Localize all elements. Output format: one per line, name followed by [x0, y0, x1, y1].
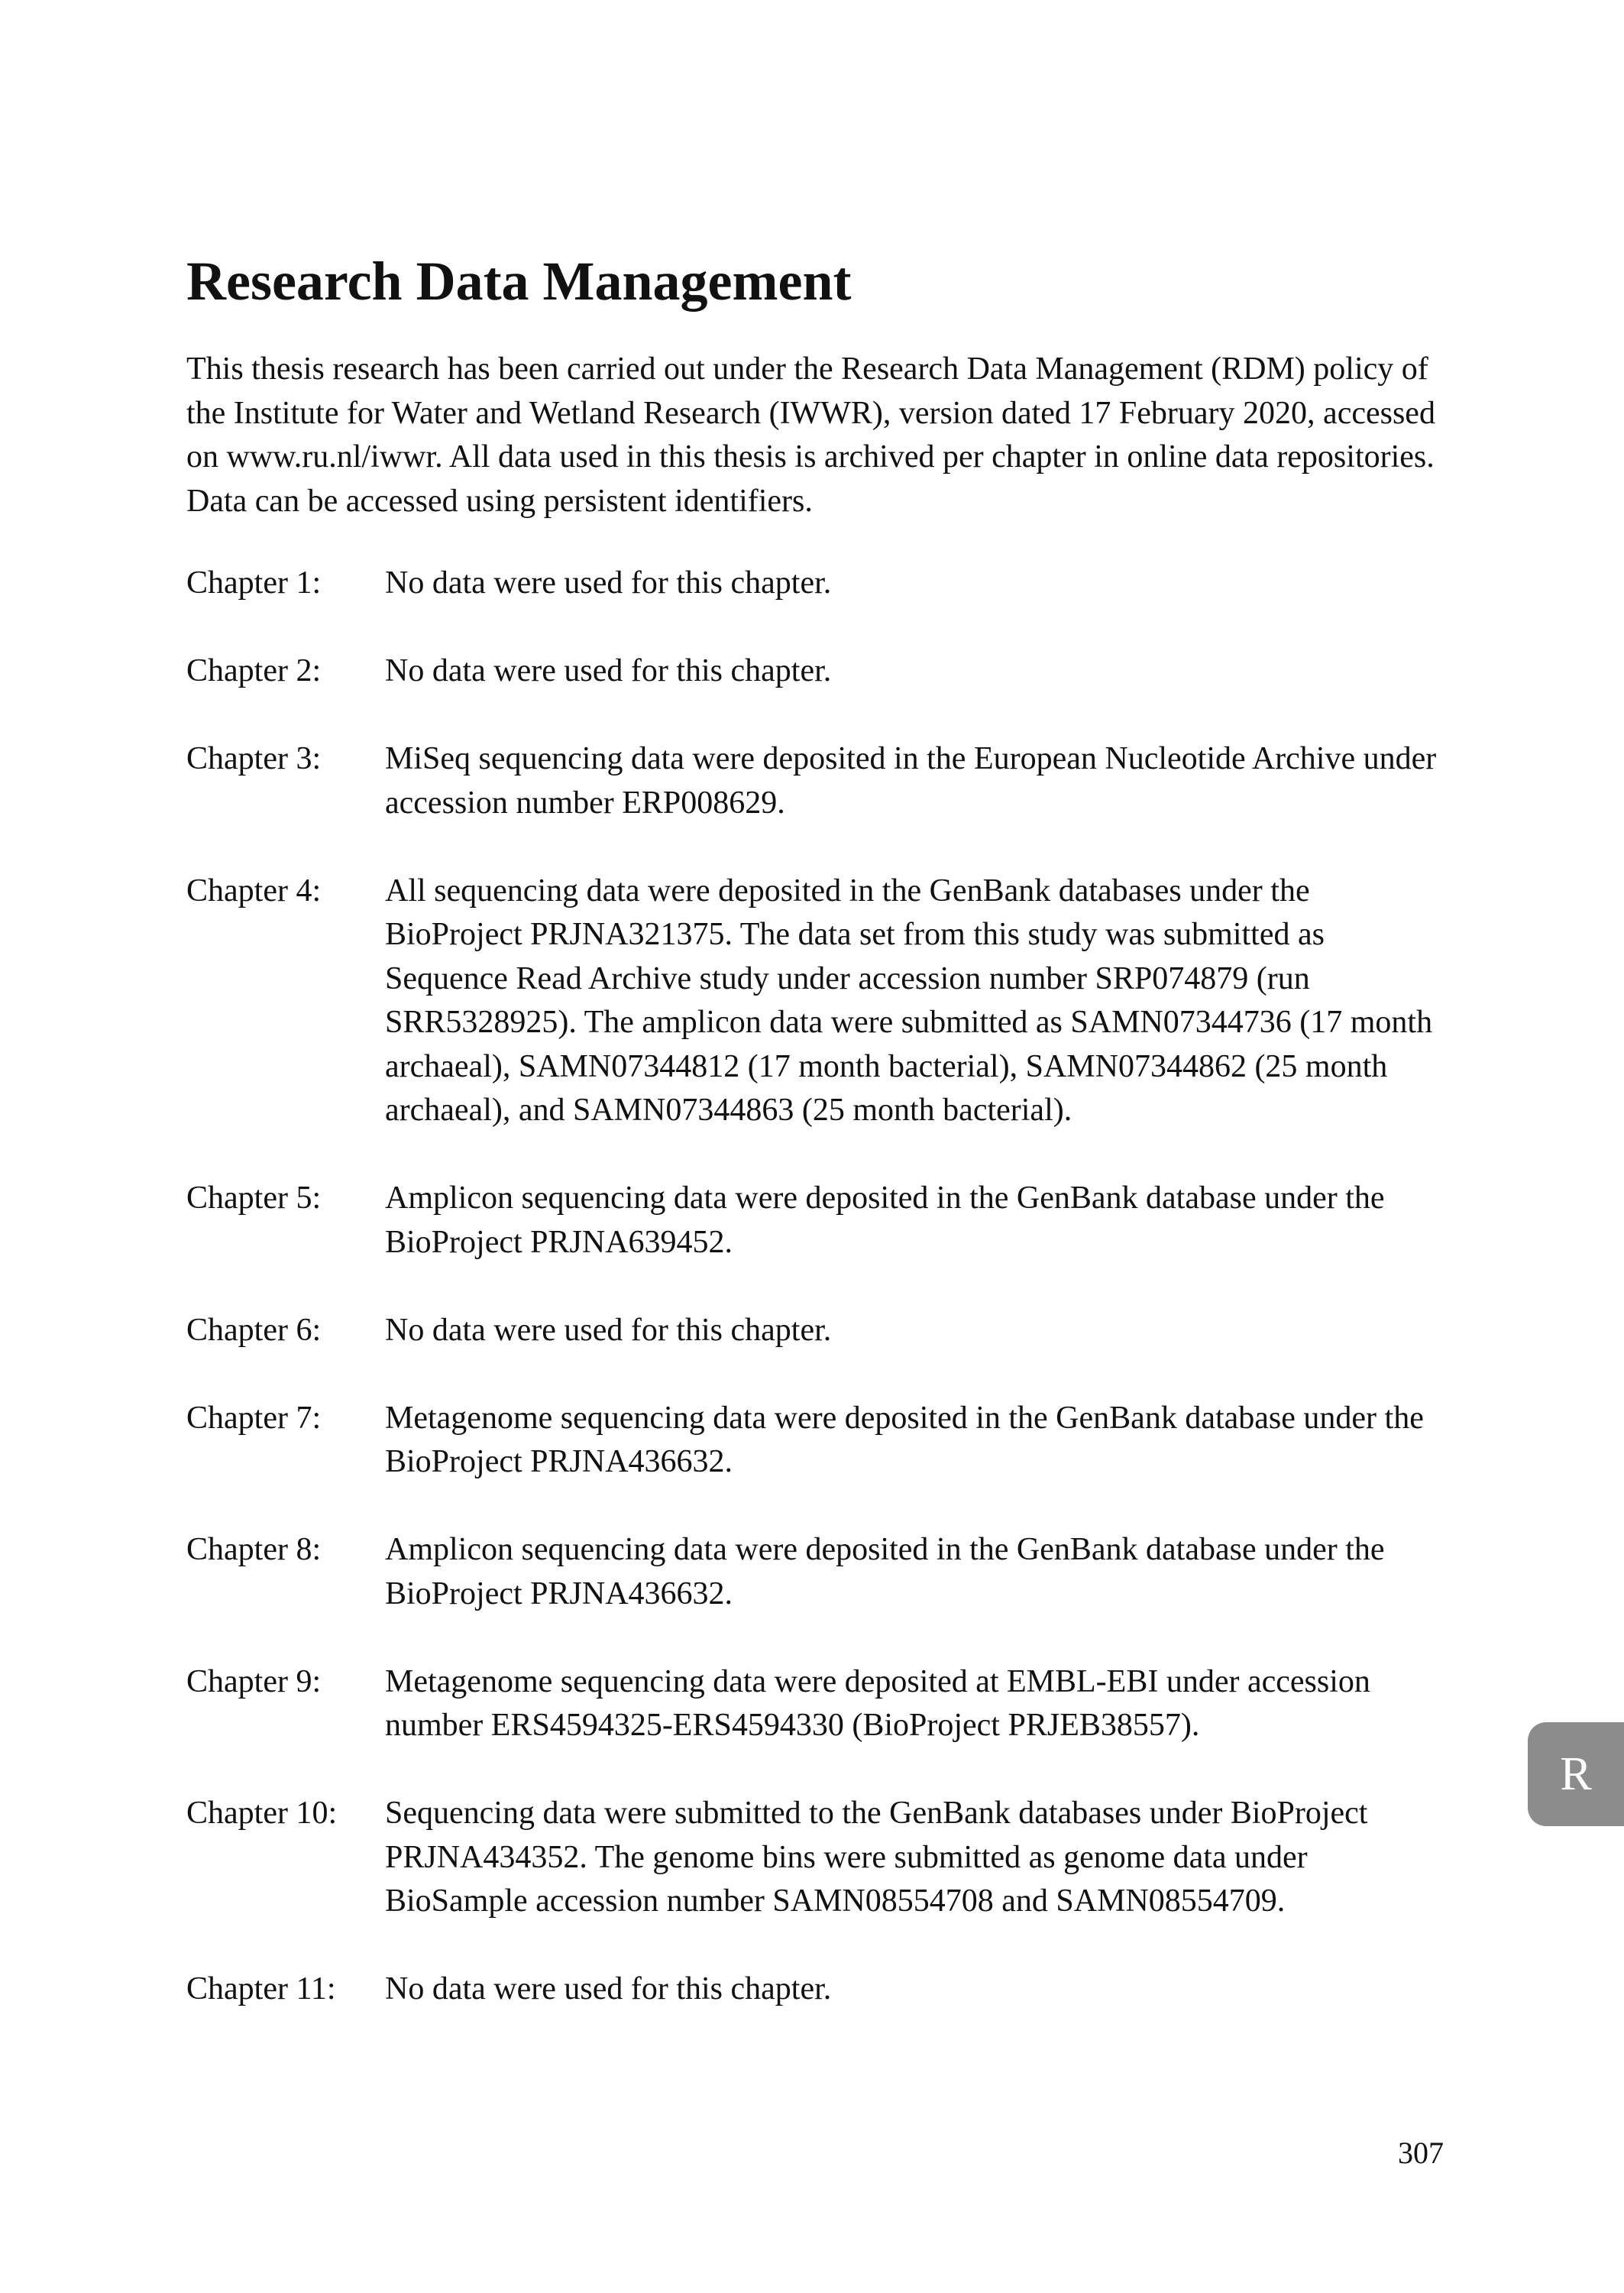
intro-paragraph: This thesis research has been carried out under the Research Data Management (RDM) policy of the Institute for Water and Wetland Research (IWWR), version dated 17 February 2020, accessed on www.ru.nl/iwwr. All data used in this thesis is archived per chapter in online data repositories. Data can be accessed using persistent identifiers. — [186, 351, 1435, 519]
chapter-entry — [186, 1177, 1454, 1265]
chapter-label: Chapter 8: — [186, 1532, 322, 1567]
chapter-entry — [186, 1968, 1454, 2012]
page-title: Research Data Management — [186, 251, 852, 312]
chapter-label: Chapter 11: — [186, 1971, 336, 2006]
chapter-description: Sequencing data were submitted to the GenBank databases under BioProject PRJNA434352. The genome bins were submitted as genome data under BioSample accession number SAMN08554708 and SAMN08554709. — [385, 1796, 1368, 1919]
chapter-label: Chapter 3: — [186, 741, 322, 776]
chapter-entry — [186, 649, 1454, 694]
chapter-label: Chapter 10: — [186, 1796, 338, 1831]
chapter-entry — [186, 1309, 1454, 1353]
chapter-entry — [186, 1792, 1454, 1924]
chapter-label: Chapter 2: — [186, 653, 322, 688]
chapter-description: No data were used for this chapter. — [385, 1312, 832, 1348]
chapter-description: Metagenome sequencing data were deposited at EMBL-EBI under accession number ERS4594325-ERS4594330 (BioProject PRJEB38557). — [385, 1663, 1370, 1743]
chapter-entry — [186, 737, 1454, 825]
chapter-entry — [186, 1397, 1454, 1485]
chapter-label: Chapter 4: — [186, 873, 322, 908]
chapter-label: Chapter 6: — [186, 1312, 322, 1348]
chapter-entry — [186, 1660, 1454, 1748]
chapter-description: Amplicon sequencing data were deposited in the GenBank database under the BioProject PRJNA436632. — [385, 1532, 1385, 1611]
chapter-entry — [186, 1528, 1454, 1616]
chapter-description: No data were used for this chapter. — [385, 653, 832, 688]
chapter-entry — [186, 562, 1454, 606]
chapter-label: Chapter 1: — [186, 565, 322, 601]
chapter-label: Chapter 9: — [186, 1663, 322, 1699]
chapter-description: All sequencing data were deposited in the GenBank databases under the BioProject PRJNA321375. The data set from this study was submitted as Sequence Read Archive study under accession number SRP074879 (run SRR5328925). The amplicon data were submitted as SAMN07344736 (17 month archaeal), SAMN07344812 (17 month bacterial), SAMN07344862 (25 month archaeal), and SAMN07344863 (25 month bacterial). — [385, 873, 1433, 1128]
chapter-entry — [186, 870, 1454, 1133]
chapter-label: Chapter 7: — [186, 1400, 322, 1436]
chapter-label: Chapter 5: — [186, 1181, 322, 1216]
section-tab — [1528, 1722, 1624, 1826]
chapter-description: No data were used for this chapter. — [385, 565, 832, 601]
chapter-data-list — [186, 562, 1454, 2055]
section-tab-label: R — [1560, 1748, 1592, 1800]
chapter-description: No data were used for this chapter. — [385, 1971, 832, 2006]
chapter-description: Amplicon sequencing data were deposited in the GenBank database under the BioProject PRJNA639452. — [385, 1181, 1385, 1260]
chapter-description: MiSeq sequencing data were deposited in the European Nucleotide Archive under accession number ERP008629. — [385, 741, 1437, 821]
page-number: 307 — [1398, 2136, 1444, 2170]
chapter-description: Metagenome sequencing data were deposited in the GenBank database under the BioProject PRJNA436632. — [385, 1400, 1424, 1479]
